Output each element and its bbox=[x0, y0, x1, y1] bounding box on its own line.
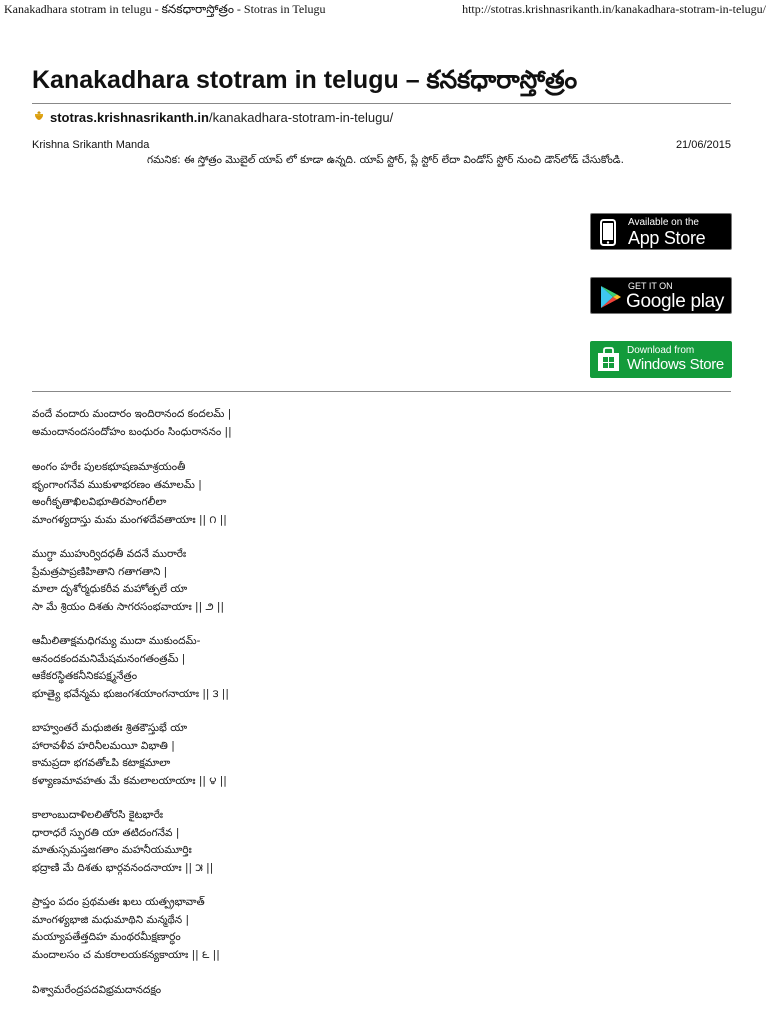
verse-line: మందాలసం చ మకరాలయకన్యకాయాః || ౬ || bbox=[32, 948, 220, 961]
verse-line: ముగ్ధా ముహుర్విదధతీ వదనే మురారేః bbox=[32, 548, 187, 560]
play-icon bbox=[600, 285, 622, 314]
article-author: Krishna Srikanth Manda bbox=[32, 139, 150, 151]
google-play-small-text: GET IT ON bbox=[628, 281, 673, 291]
verse-line: అమందానందసందోహం బంధురం సింధురాననం || bbox=[32, 425, 232, 438]
verse-line: కాలాంబుదాళిలలితోరసి కైటభారేః bbox=[32, 809, 164, 821]
verse-line: మాతుస్సమస్తజగతాం మహనీయమూర్తిః bbox=[32, 844, 192, 856]
verse-line: ఆకేకరస్థితకనీనికపక్ష్మనేత్రం bbox=[32, 670, 138, 682]
app-notice: గమనిక: ఈ స్తోత్రం మొబైల్ యాప్ లో కూడా ఉన్నది. యాప్ స్టోర్, ప్లే స్టోర్ లేదా విండోస్ స్టోర్ నుంచి డౌన్‌లోడ్ చేసుకోండి. bbox=[147, 154, 624, 166]
verse-line: ప్రేమత్రపాప్రణిహితాని గతాగతాని | bbox=[32, 565, 168, 578]
verse-line: ఆనందకందమనిమేషమనంగతంత్రమ్ | bbox=[32, 652, 186, 665]
stanza-2 bbox=[32, 546, 224, 616]
app-store-badge[interactable] bbox=[590, 213, 732, 250]
site-logo-icon bbox=[32, 110, 46, 124]
verse-line: మాంగళ్యదాస్తు మమ మంగళదేవతాయాః || ౧ || bbox=[32, 513, 227, 526]
windows-store-small-text: Download from bbox=[627, 345, 695, 356]
app-store-big-text: App Store bbox=[628, 228, 706, 248]
verse-line: విశ్వామరేంద్రపదవిభ్రమదానదక్షం bbox=[32, 984, 162, 996]
verse-line: కళ్యాణమావహతు మే కమలాలయాయాః || ౪ || bbox=[32, 774, 227, 787]
store-bag-icon bbox=[597, 347, 620, 377]
stanza-6 bbox=[32, 894, 220, 964]
windows-store-badge[interactable] bbox=[590, 341, 732, 378]
verse-line: మాలా దృశోర్మధుకరీవ మహోత్పలే యా bbox=[32, 583, 188, 595]
verse-line: మాంగళ్యభాజి మధుమాథిని మన్మథేన | bbox=[32, 913, 190, 926]
print-header-url[interactable]: http://stotras.krishnasrikanth.in/kanakadhara-stotram-in-telugu/ bbox=[462, 2, 766, 16]
verse-line: బాహ్వంతరే మధుజితః శ్రితకౌస్తుభే యా bbox=[32, 722, 188, 734]
verse-line: భూత్యై భవేన్మమ భుజంగశయాంగనాయాః || ౩ || bbox=[32, 687, 229, 700]
verse-line: భృంగాంగనేవ ముకుళాభరణం తమాలమ్ | bbox=[32, 478, 202, 491]
print-header-title: Kanakadhara stotram in telugu - కనకధారాస్తోత్రం - Stotras in Telugu bbox=[4, 2, 326, 16]
windows-store-big-text: Windows Store bbox=[627, 356, 724, 373]
stanza-4 bbox=[32, 720, 227, 790]
title-divider bbox=[32, 103, 731, 104]
google-play-badge[interactable] bbox=[590, 277, 732, 314]
verse-line: ప్రాప్తం పదం ప్రథమతః ఖలు యత్ప్రభావాత్ bbox=[32, 896, 205, 908]
stanza-5 bbox=[32, 807, 213, 877]
article-date: 21/06/2015 bbox=[675, 139, 731, 151]
content-divider bbox=[32, 391, 731, 392]
stanza-prayer bbox=[32, 406, 232, 441]
verse-line: భద్రాణి మే దిశతు భార్గవనందనాయాః || ౫ || bbox=[32, 861, 214, 874]
verse-line: ఆమీలితాక్షమధిగమ్య ముదా ముకుందమ్- bbox=[32, 635, 201, 647]
phone-icon bbox=[600, 219, 616, 250]
source-path[interactable]: /kanakadhara-stotram-in-telugu/ bbox=[208, 110, 394, 125]
verse-line: అంగం హరేః పులకభూషణమాశ్రయంతీ bbox=[32, 461, 186, 473]
verse-line: ధారాధరే స్ఫురతి యా తటిదంగనేవ | bbox=[32, 826, 180, 839]
stanza-3 bbox=[32, 633, 229, 703]
stanza-7 bbox=[32, 982, 161, 1000]
verse-line: వందే వందారు మందారం ఇందిరానంద కందలమ్ | bbox=[32, 408, 232, 420]
source-link[interactable] bbox=[32, 110, 393, 125]
print-header bbox=[0, 0, 768, 20]
app-store-small-text: Available on the bbox=[628, 217, 699, 228]
verse-line: సా మే శ్రియం దిశతు సాగరసంభవాయాః || ౨ || bbox=[32, 600, 224, 613]
source-domain[interactable]: stotras.krishnasrikanth.in bbox=[50, 110, 209, 125]
verse-line: హారావళీవ హరినీలమయీ విభాతి | bbox=[32, 739, 175, 752]
verse-line: కామప్రదా భగవతోఽపి కటాక్షమాలా bbox=[32, 757, 171, 769]
verse-line: అంగీకృతాఖిలవిభూతిరపాంగలీలా bbox=[32, 496, 167, 508]
stanza-1 bbox=[32, 459, 227, 529]
google-play-big-text: Google play bbox=[626, 291, 725, 312]
verse-line: మయ్యాపతేత్తదిహ మంథరమీక్షణార్ధం bbox=[32, 931, 181, 943]
article-title: Kanakadhara stotram in telugu – కనకధారాస్తోత్రం bbox=[32, 66, 578, 94]
